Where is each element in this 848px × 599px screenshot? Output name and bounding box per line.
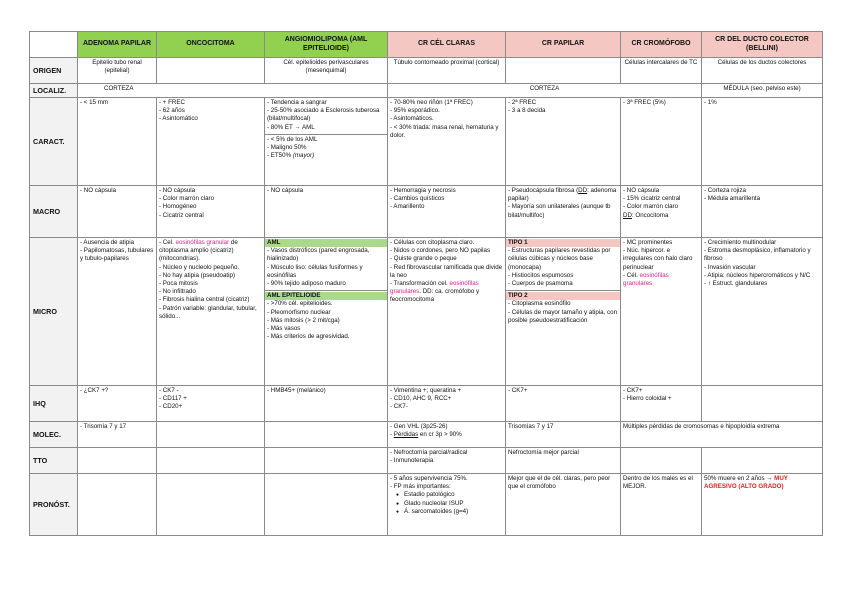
pronost-oncocitoma <box>157 474 265 536</box>
list-item-underlined: DD <box>578 187 588 194</box>
list-item: - Más criterios de agresividad. <box>267 333 350 341</box>
tumor-comparison-sheet <box>29 31 822 536</box>
list-item: - Células con citoplasma claro. <box>390 239 475 246</box>
list-item: - Papilomatosas, tubulares y tubulo-papilares <box>80 247 154 263</box>
list-item: - Vimentina +; queratina + <box>390 387 462 394</box>
row-label-caract: CARACT. <box>30 98 78 186</box>
tto-angiomiolipoma <box>265 448 388 474</box>
localiz-benignos <box>78 84 388 98</box>
list-item: Múltiples pérdidas de cromosomas e hipoploidía extrema <box>623 423 780 430</box>
list-item-note: (mayor) <box>292 152 315 160</box>
list-item: - Cuerpos de psamoma <box>508 279 573 287</box>
ihq-cr-papilar <box>506 386 621 422</box>
list-item: - 80% ET → AML <box>267 123 315 131</box>
list-item <box>390 280 503 305</box>
row-label-macro: MACRO <box>30 186 78 238</box>
header-cr-bellini: CR DEL DUCTO COLECTOR (BELLINI) <box>702 32 823 58</box>
pronost-angiomiolipoma <box>265 474 388 536</box>
list-item-text: - ET50% <box>267 152 292 160</box>
micro-angiomiolipoma <box>265 238 388 386</box>
header-cr-cromofobo: CR CROMÓFOBO <box>621 32 702 58</box>
list-item: - Hierro coloidal + <box>623 395 672 403</box>
ihq-cr-bellini <box>702 386 823 422</box>
molec-cr-claras <box>388 422 506 448</box>
list-item: - Maligno 50% <box>267 143 307 151</box>
list-item: Trisomías 7 y 17 <box>508 423 554 430</box>
list-item: - Células de mayor tamaño y atipia, con posible pseudoestratificación <box>508 308 618 324</box>
list-item-text: - Transformación cel. <box>390 279 448 287</box>
list-item-highlight: eosinófilas granulares <box>390 279 479 296</box>
caract-cr-bellini <box>702 98 823 186</box>
header-adenoma: ADENOMA PAPILAR <box>78 32 157 58</box>
ihq-angiomiolipoma <box>265 386 388 422</box>
ihq-cr-cromofobo <box>621 386 702 422</box>
row-origen <box>30 58 823 84</box>
list-item: Mejor que el de cél. claras, pero peor que el cromófobo <box>508 475 611 491</box>
macro-cr-claras <box>388 186 506 238</box>
list-item: - Crecimiento multinodular <box>704 239 777 246</box>
list-item: - CK7- <box>390 403 408 411</box>
pronost-cr-papilar <box>506 474 621 536</box>
row-micro <box>30 238 823 386</box>
subheading-tipo-2: TIPO 2 <box>506 292 620 300</box>
pronost-cr-cromofobo <box>621 474 702 536</box>
micro-cr-papilar <box>506 238 621 386</box>
list-item: - Color marrón claro <box>159 195 215 203</box>
header-oncocitoma: ONCOCITOMA <box>157 32 265 58</box>
list-item: - Pérdidas en cr 3p > 90% <box>390 431 462 439</box>
subheading-aml-epitelioide: AML EPITELIOIDE <box>265 292 387 300</box>
list-item: - Ausencia de atipia <box>80 239 135 246</box>
list-item: - Fibrosis hialina central (cicatriz) <box>159 296 250 304</box>
row-label-pronost: PRONÓST. <box>30 474 78 536</box>
list-item: - ¿CK7 +? <box>80 387 109 394</box>
row-macro <box>30 186 823 238</box>
list-item: - Nidos o cordones, pero NO papilas <box>390 247 491 255</box>
list-item: ● Estadio patológico <box>396 491 503 499</box>
list-item: - Más vasos <box>267 324 301 332</box>
list-item: - Gen VHL (3p25-26) <box>390 423 448 430</box>
header-corner <box>30 32 78 58</box>
list-item: - HMB45+ (melánico) <box>267 387 326 394</box>
list-item: Dentro de los males es el MEJOR. <box>623 475 693 491</box>
molec-oncocitoma <box>157 422 265 448</box>
row-molec <box>30 422 823 448</box>
tto-cr-bellini <box>702 448 823 474</box>
list-item: - Histiocitos espumosos <box>508 271 574 279</box>
list-item: - Cambios quísticos <box>390 195 445 203</box>
header-cr-claras: CR CÉL CLARAS <box>388 32 506 58</box>
list-item-text: - Pseudocápsula fibrosa ( <box>508 187 579 194</box>
list-item-text: . DD: ca. cromófobo y feocromocitoma <box>390 288 480 304</box>
tto-cr-claras <box>388 448 506 474</box>
molec-adenoma <box>78 422 157 448</box>
molec-cromofobo-bellini <box>621 422 823 448</box>
list-item: - CD20+ <box>159 403 183 411</box>
list-item: - < 15 mm <box>80 99 109 106</box>
caract-cr-papilar <box>506 98 621 186</box>
list-item: - Cicatriz central <box>159 211 204 219</box>
list-item: - >70% cél. epitelioides. <box>267 300 333 308</box>
list-item-text: en cr 3p > 90% <box>418 431 462 439</box>
list-item <box>267 152 385 160</box>
micro-oncocitoma <box>157 238 265 386</box>
list-item: Nefroctomía mejor parcial <box>508 449 579 456</box>
list-item: - FP más importantes: <box>390 483 451 491</box>
list-item: - No hay atipia (pseudoatip) <box>159 271 236 279</box>
list-item: - ↑ Estruct. glandulares <box>704 279 768 287</box>
list-item: - 90% tejido adiposo maduro <box>267 279 346 287</box>
pronost-adenoma <box>78 474 157 536</box>
list-item: - Color marrón claro <box>623 203 679 211</box>
micro-cr-bellini <box>702 238 823 386</box>
list-item: - 62 años <box>159 107 185 115</box>
list-item: - Trisomía 7 y 17 <box>80 423 127 430</box>
macro-angiomiolipoma <box>265 186 388 238</box>
cell-divider <box>506 290 620 291</box>
list-item-text: : adenoma papilar) <box>508 187 617 203</box>
row-ihq <box>30 386 823 422</box>
list-item: - 70-80% neo riñón (1ª FREC) <box>390 99 473 106</box>
list-item <box>704 475 820 491</box>
pronost-cr-claras <box>388 474 506 536</box>
list-item: - Músculo liso: células fusiformes y eosinófilas <box>267 263 363 279</box>
list-item: - < 5% de los AML <box>267 135 318 143</box>
origen-angiomiolipoma: Cél. epitelioides perivasculares (mesenquimal) <box>265 58 388 84</box>
list-item: - CK7 - <box>159 387 179 394</box>
list-item: - Patrón variable: glandular, tubular, sólido... <box>159 304 257 320</box>
list-item: - Corteza rojiza <box>704 187 746 194</box>
list-item: - 25-50% asociado a Esclerosis tuberosa (bilat/multifocal) <box>267 107 380 123</box>
list-item: - 15% cicatriz central <box>623 195 681 203</box>
cell-divider <box>265 134 387 135</box>
row-label-ihq: IHQ <box>30 386 78 422</box>
list-item: - NO cápsula <box>80 187 117 194</box>
list-item: - < 30% triada: masa renal, hematuria y dolor. <box>390 123 499 139</box>
list-item-highlight: eosinófilas granular <box>175 239 230 246</box>
list-item: - Hemorragia y necrosis <box>390 187 456 194</box>
list-item: - NO cápsula <box>159 187 196 194</box>
origen-adenoma: Epitelio tubo renal (epitelial) <box>78 58 157 84</box>
list-item: - CD117 + <box>159 395 187 403</box>
list-item-text: : Oncocitoma <box>631 211 669 219</box>
renal-tumor-table <box>29 31 823 536</box>
list-item: - 5 años supervivencia 75%. <box>390 475 468 482</box>
header-angiomiolipoma: ANGIOMIOLIPOMA (AML EPITELIOIDE) <box>265 32 388 58</box>
list-item <box>508 187 618 203</box>
macro-oncocitoma <box>157 186 265 238</box>
row-tto <box>30 448 823 474</box>
list-item: - MC prominentes <box>623 239 673 246</box>
pronost-cr-bellini <box>702 474 823 536</box>
ihq-adenoma <box>78 386 157 422</box>
origen-cr-claras: Túbulo contorneado proximal (cortical) <box>388 58 506 84</box>
list-item: ● Á. sarcomatoides (g=4) <box>396 508 503 516</box>
row-label-tto: TTO <box>30 448 78 474</box>
list-item: - NO cápsula <box>267 187 304 194</box>
origen-oncocitoma <box>157 58 265 84</box>
list-item: - Citoplasma eosinófilo <box>508 300 571 308</box>
caract-cr-cromofobo <box>621 98 702 186</box>
list-item: - NO cápsula <box>623 187 660 194</box>
list-item: - Asintomáticos. <box>390 115 434 123</box>
localiz-carcinomas: CORTEZA <box>388 84 702 98</box>
row-label-micro: MICRO <box>30 238 78 386</box>
row-label-localiz: LOCALIZ. <box>30 84 78 98</box>
list-item: - Inmunoterapia <box>390 457 434 465</box>
origen-cr-cromofobo: Células intercalares de TC <box>621 58 702 84</box>
list-item: - CK7+ <box>508 387 528 394</box>
subheading-tipo-1: TIPO 1 <box>506 239 620 247</box>
list-item: - Quiste grande o peque <box>390 255 457 263</box>
origen-cr-papilar <box>506 58 621 84</box>
list-item: - Núcleo y nucleolo pequeño. <box>159 263 240 271</box>
list-item-text: - Cel. <box>159 239 176 246</box>
list-item: - Nefroctomía parcial/radical <box>390 449 468 456</box>
list-item: - Vasos distróficos (pared engrosada, hialinizado) <box>267 247 370 263</box>
tto-cr-cromofobo <box>621 448 702 474</box>
list-item <box>623 212 699 220</box>
list-item: - Tendencia a sangrar <box>267 99 327 106</box>
list-item-text: - Cél. <box>623 271 640 279</box>
caract-angiomiolipoma <box>265 98 388 186</box>
list-item: - Homogéneo <box>159 203 197 211</box>
micro-cr-claras <box>388 238 506 386</box>
caract-oncocitoma <box>157 98 265 186</box>
list-item <box>159 239 262 264</box>
list-item <box>623 272 699 288</box>
list-item: ● Glado nucleolar ISUP <box>396 500 503 508</box>
macro-cr-cromofobo <box>621 186 702 238</box>
list-item: - Estroma desmoplásico, inflamatorio y fibroso <box>704 247 811 263</box>
list-item: - Médula amarillenta <box>704 195 761 203</box>
tto-adenoma <box>78 448 157 474</box>
header-row <box>30 32 823 58</box>
list-item: - Núc. hipercor. e irregulares con halo claro perinuclear <box>623 247 693 271</box>
list-item: - Atipia: núcleos hipercromáticos y N/C <box>704 271 811 279</box>
list-item: - CK7+ <box>623 387 643 394</box>
list-item: - Mayoría son unilaterales (aunque tb bilat/multifoc) <box>508 203 611 219</box>
list-item: - 3ª FREC (5%) <box>623 99 666 106</box>
localiz-cr-bellini: MÉDULA (seo. pelviso este) <box>702 84 823 98</box>
localiz-benignos-text: CORTEZA <box>104 85 134 92</box>
ihq-oncocitoma <box>157 386 265 422</box>
row-localiz <box>30 84 823 98</box>
list-item: - 1% <box>704 99 717 106</box>
row-label-molec: MOLEC. <box>30 422 78 448</box>
row-caract <box>30 98 823 186</box>
macro-adenoma <box>78 186 157 238</box>
list-item: - CD10, AHC 9, RCC+ <box>390 395 452 403</box>
origen-cr-bellini: Células de los ductos colectores <box>702 58 823 84</box>
tto-oncocitoma <box>157 448 265 474</box>
list-item: - Más mitosis (> 2 mit/cga) <box>267 316 340 324</box>
list-item-underlined: Pérdidas <box>393 431 419 439</box>
list-item: - Invasión vascular <box>704 263 756 271</box>
list-item: - Estructuras papilares revestidas por células cúbicas y núcleos base (monocapa) <box>508 247 611 271</box>
list-item: - 2ª FREC <box>508 99 537 106</box>
caract-adenoma <box>78 98 157 186</box>
caract-cr-claras <box>388 98 506 186</box>
macro-cr-bellini <box>702 186 823 238</box>
cell-divider <box>265 290 387 291</box>
list-item: - No infiltrado <box>159 288 196 296</box>
molec-cr-papilar <box>506 422 621 448</box>
list-item: - Amarillento <box>390 203 425 211</box>
list-item: - Pleomorfismo nuclear <box>267 308 331 316</box>
macro-cr-papilar <box>506 186 621 238</box>
tto-cr-papilar <box>506 448 621 474</box>
list-item-text: de citoplasma amplio (cicatriz) (mitocondrias). <box>159 239 238 263</box>
list-item: - Red fibrovascular ramificada que divide la neo <box>390 263 503 279</box>
row-label-origen: ORIGEN <box>30 58 78 84</box>
micro-cr-cromofobo <box>621 238 702 386</box>
ihq-cr-claras <box>388 386 506 422</box>
list-item: - Poca mitosis <box>159 279 198 287</box>
micro-adenoma <box>78 238 157 386</box>
list-item: - + FREC <box>159 99 185 106</box>
list-item-underlined: DD <box>623 211 632 219</box>
list-item: - 3 a 8 decida <box>508 107 546 115</box>
subheading-aml: AML <box>265 239 387 247</box>
list-item-highlight: MUY AGRESIVO (ALTO GRADO) <box>704 475 788 491</box>
header-cr-papilar: CR PAPILAR <box>506 32 621 58</box>
molec-angiomiolipoma <box>265 422 388 448</box>
list-item: - Asintomático <box>159 115 198 123</box>
row-pronost <box>30 474 823 536</box>
list-item: - 95% esporádico. <box>390 107 440 115</box>
list-item-text: 50% muere en 2 años → <box>704 475 775 482</box>
list-item-highlight: eosinófilas granulares <box>623 271 669 287</box>
